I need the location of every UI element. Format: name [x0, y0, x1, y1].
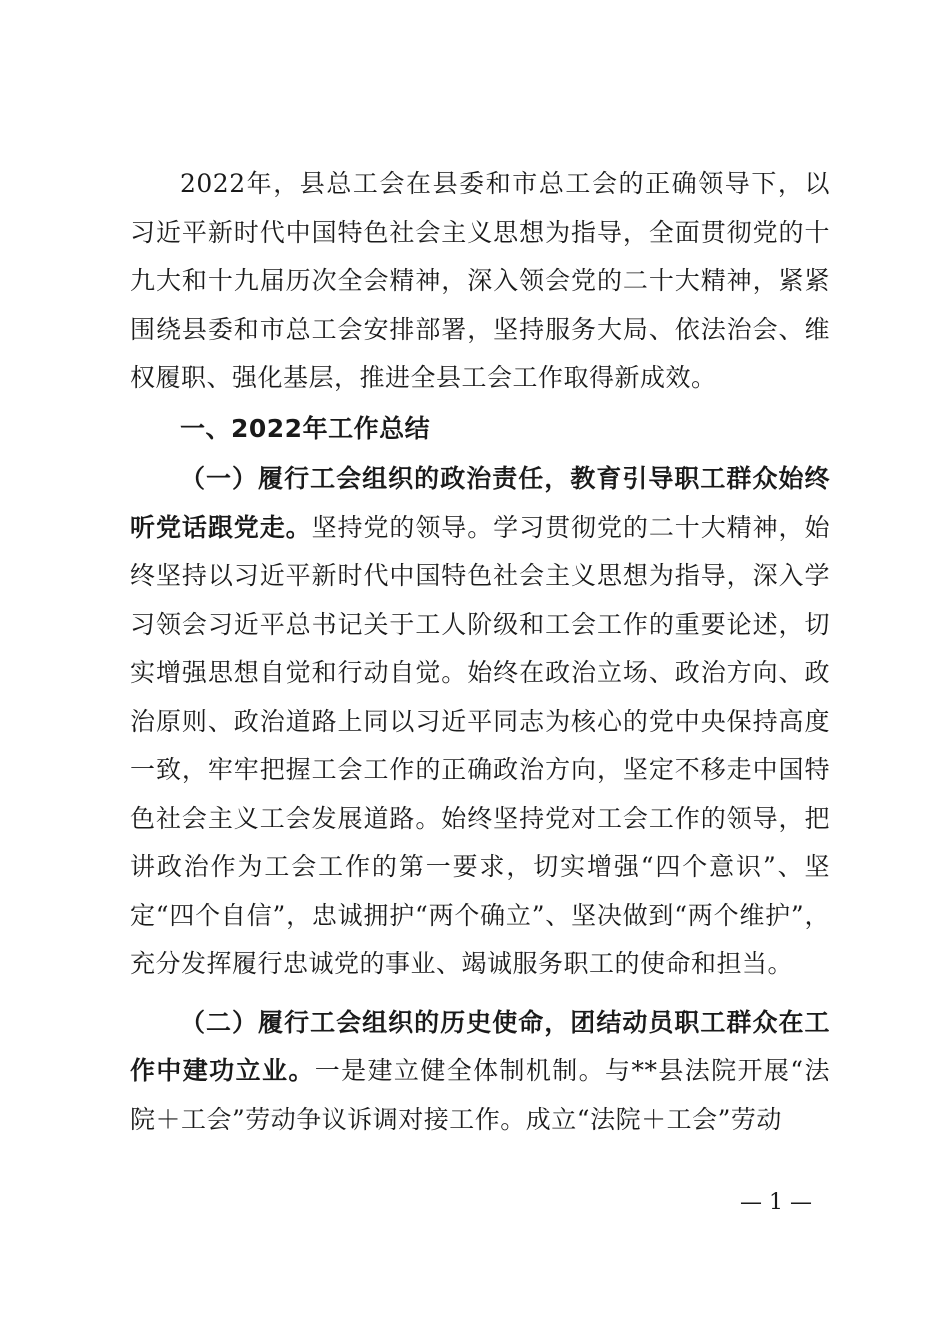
item2-body: 一是建立健全体制机制。与**县法院开展“法院＋工会”劳动争议诉调对接工作。成立“法院＋工会”劳动	[130, 1056, 830, 1134]
item2-paragraph	[130, 999, 830, 1145]
page-number: — 1 —	[740, 1190, 812, 1215]
item1-title: （一）履行工会组织的政治责任，教育引导职工群众始终听党话跟党走。	[130, 464, 830, 542]
item1-body: 坚持党的领导。学习贯彻党的二十大精神，始终坚持以习近平新时代中国特色社会主义思想为指导，深入学习领会习近平总书记关于工人阶级和工会工作的重要论述，切实增强思想自觉和行动自觉。始终在政治立场、政治方向、政治原则、政治道路上同以习近平同志为核心的党中央保持高度一致，牢牢把握工会工作的正确政治方向，坚定不移走中国特色社会主义工会发展道路。始终坚持党对工会工作的领导，把讲政治作为工会工作的第一要求，切实增强“四个意识”、坚定“四个自信”，忠诚拥护“两个确立”、坚决做到“两个维护”，充分发挥履行忠诚党的事业、竭诚服务职工的使命和担当。	[130, 512, 830, 978]
item2-title: （二）履行工会组织的历史使命，团结动员职工群众在工作中建功立业。	[130, 1007, 830, 1085]
intro-paragraph: 2022年，县总工会在县委和市总工会的正确领导下，以习近平新时代中国特色社会主义思想为指导，全面贯彻党的十九大和十九届历次全会精神，深入领会党的二十大精神，紧紧围绕县委和市总工会安排部署，坚持服务大局、依法治会、维权履职、强化基层，推进全县工会工作取得新成效。	[130, 169, 830, 392]
item1-paragraph	[130, 455, 830, 989]
section-heading: 一、2022年工作总结	[180, 413, 431, 443]
document-body	[130, 160, 830, 1144]
